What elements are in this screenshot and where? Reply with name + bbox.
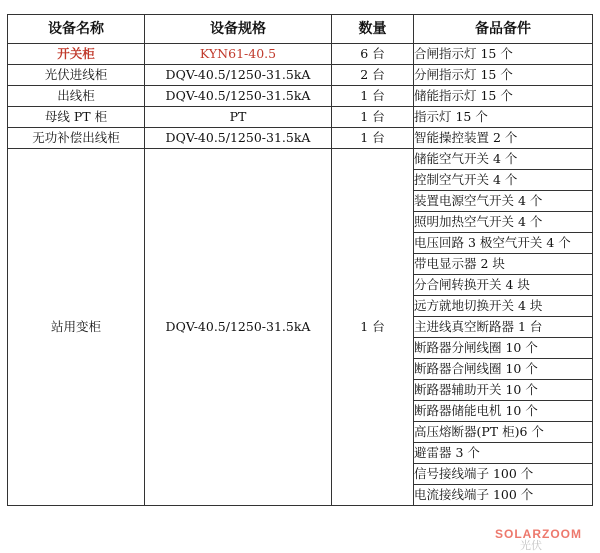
spare-part-cell: 高压熔断器(PT 柜)6 个 xyxy=(414,422,593,443)
spare-part-cell: 断路器储能电机 10 个 xyxy=(414,401,593,422)
device-name-cell: 出线柜 xyxy=(8,86,145,107)
spare-part-cell: 主进线真空断路器 1 台 xyxy=(414,317,593,338)
table-row xyxy=(8,86,593,107)
table-header-row xyxy=(8,15,593,44)
table-row xyxy=(8,65,593,86)
spare-part-cell: 避雷器 3 个 xyxy=(414,443,593,464)
spare-part-cell: 带电显示器 2 块 xyxy=(414,254,593,275)
quantity-cell: 1 台 xyxy=(332,149,414,506)
device-name-cell: 无功补偿出线柜 xyxy=(8,128,145,149)
spare-part-cell: 电压回路 3 极空气开关 4 个 xyxy=(414,233,593,254)
quantity-cell: 1 台 xyxy=(332,86,414,107)
device-spec-cell: DQV-40.5/1250-31.5kA xyxy=(145,86,332,107)
device-spec-cell: PT xyxy=(145,107,332,128)
spare-part-cell: 信号接线端子 100 个 xyxy=(414,464,593,485)
watermark-subtext: 光伏 xyxy=(520,539,542,552)
device-spec-cell: DQV-40.5/1250-31.5kA xyxy=(145,65,332,86)
header-device-spec: 设备规格 xyxy=(145,15,332,44)
spare-part-cell: 照明加热空气开关 4 个 xyxy=(414,212,593,233)
device-name-cell: 光伏进线柜 xyxy=(8,65,145,86)
device-name-cell: 母线 PT 柜 xyxy=(8,107,145,128)
spare-part-cell: 指示灯 15 个 xyxy=(414,107,593,128)
spare-part-cell: 储能空气开关 4 个 xyxy=(414,149,593,170)
table-row xyxy=(8,149,593,170)
spare-part-cell: 合闸指示灯 15 个 xyxy=(414,44,593,65)
device-name-cell: 站用变柜 xyxy=(8,149,145,506)
quantity-cell: 1 台 xyxy=(332,107,414,128)
spare-part-cell: 智能操控装置 2 个 xyxy=(414,128,593,149)
quantity-cell: 1 台 xyxy=(332,128,414,149)
device-spec-cell: DQV-40.5/1250-31.5kA xyxy=(145,128,332,149)
device-spec-cell: DQV-40.5/1250-31.5kA xyxy=(145,149,332,506)
device-spec-cell: KYN61-40.5 xyxy=(145,44,332,65)
quantity-cell: 2 台 xyxy=(332,65,414,86)
header-spare-parts: 备品备件 xyxy=(414,15,593,44)
spare-part-cell: 电流接线端子 100 个 xyxy=(414,485,593,506)
device-name-cell: 开关柜 xyxy=(8,44,145,65)
spare-part-cell: 断路器辅助开关 10 个 xyxy=(414,380,593,401)
table-row xyxy=(8,128,593,149)
spare-part-cell: 控制空气开关 4 个 xyxy=(414,170,593,191)
spare-part-cell: 断路器分闸线圈 10 个 xyxy=(414,338,593,359)
spare-part-cell: 断路器合闸线圈 10 个 xyxy=(414,359,593,380)
spare-part-cell: 储能指示灯 15 个 xyxy=(414,86,593,107)
spare-part-cell: 分合闸转换开关 4 块 xyxy=(414,275,593,296)
quantity-cell: 6 台 xyxy=(332,44,414,65)
spare-part-cell: 远方就地切换开关 4 块 xyxy=(414,296,593,317)
table-row xyxy=(8,107,593,128)
header-device-name: 设备名称 xyxy=(8,15,145,44)
header-quantity: 数量 xyxy=(332,15,414,44)
equipment-spec-table xyxy=(7,14,593,506)
solarzoom-watermark: SOLARZOOM xyxy=(495,527,582,541)
table-row xyxy=(8,44,593,65)
spare-part-cell: 装置电源空气开关 4 个 xyxy=(414,191,593,212)
spare-part-cell: 分闸指示灯 15 个 xyxy=(414,65,593,86)
